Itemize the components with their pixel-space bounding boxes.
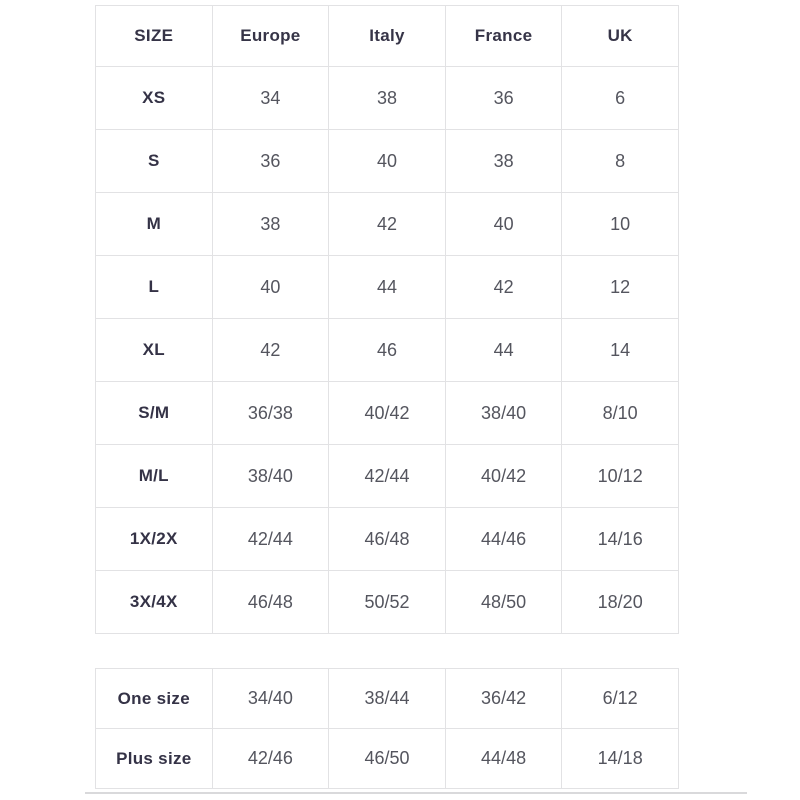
special-sizes-body	[96, 669, 679, 789]
size-table-body	[96, 67, 679, 634]
table-row	[96, 508, 679, 571]
size-value: 38	[329, 67, 446, 130]
size-value: 42/44	[212, 508, 329, 571]
size-value: 18/20	[562, 571, 679, 634]
size-value: 44	[329, 256, 446, 319]
size-label: XS	[96, 67, 213, 130]
table-row	[96, 571, 679, 634]
column-header: France	[445, 6, 562, 67]
table-row	[96, 382, 679, 445]
size-value: 40	[212, 256, 329, 319]
size-value: 10/12	[562, 445, 679, 508]
size-value: 46/48	[329, 508, 446, 571]
size-value: 44/46	[445, 508, 562, 571]
size-value: 36/38	[212, 382, 329, 445]
cropped-bottom-divider	[85, 792, 747, 794]
size-label: Plus size	[96, 729, 213, 789]
size-value: 42	[445, 256, 562, 319]
size-value: 8	[562, 130, 679, 193]
table-row	[96, 319, 679, 382]
table-row	[96, 193, 679, 256]
size-value: 6	[562, 67, 679, 130]
size-label: L	[96, 256, 213, 319]
size-value: 50/52	[329, 571, 446, 634]
size-value: 42	[212, 319, 329, 382]
size-label: M	[96, 193, 213, 256]
size-value: 42/44	[329, 445, 446, 508]
size-conversion-table	[95, 5, 679, 634]
special-sizes-table	[95, 668, 679, 789]
size-value: 36	[212, 130, 329, 193]
column-header: Italy	[329, 6, 446, 67]
size-value: 6/12	[562, 669, 679, 729]
size-value: 36	[445, 67, 562, 130]
size-value: 46	[329, 319, 446, 382]
size-value: 48/50	[445, 571, 562, 634]
size-value: 34/40	[212, 669, 329, 729]
size-value: 40	[329, 130, 446, 193]
size-value: 10	[562, 193, 679, 256]
size-value: 42	[329, 193, 446, 256]
size-label: S/M	[96, 382, 213, 445]
size-value: 40/42	[445, 445, 562, 508]
size-value: 40	[445, 193, 562, 256]
size-value: 40/42	[329, 382, 446, 445]
size-value: 12	[562, 256, 679, 319]
table-row	[96, 729, 679, 789]
size-value: 46/48	[212, 571, 329, 634]
size-value: 38/40	[212, 445, 329, 508]
size-value: 46/50	[329, 729, 446, 789]
size-value: 34	[212, 67, 329, 130]
size-value: 42/46	[212, 729, 329, 789]
size-value: 44/48	[445, 729, 562, 789]
size-value: 8/10	[562, 382, 679, 445]
size-label: S	[96, 130, 213, 193]
size-value: 38/40	[445, 382, 562, 445]
table-row	[96, 256, 679, 319]
size-table-header	[96, 6, 679, 67]
table-row	[96, 445, 679, 508]
column-header: UK	[562, 6, 679, 67]
table-row	[96, 669, 679, 729]
table-row	[96, 130, 679, 193]
size-label: 1X/2X	[96, 508, 213, 571]
column-header: SIZE	[96, 6, 213, 67]
size-value: 38	[212, 193, 329, 256]
size-value: 14/18	[562, 729, 679, 789]
size-label: 3X/4X	[96, 571, 213, 634]
size-label: XL	[96, 319, 213, 382]
table-row	[96, 67, 679, 130]
size-value: 38/44	[329, 669, 446, 729]
column-header: Europe	[212, 6, 329, 67]
size-label: M/L	[96, 445, 213, 508]
size-value: 14	[562, 319, 679, 382]
size-value: 44	[445, 319, 562, 382]
header-row	[96, 6, 679, 67]
size-value: 36/42	[445, 669, 562, 729]
size-value: 14/16	[562, 508, 679, 571]
size-value: 38	[445, 130, 562, 193]
size-label: One size	[96, 669, 213, 729]
